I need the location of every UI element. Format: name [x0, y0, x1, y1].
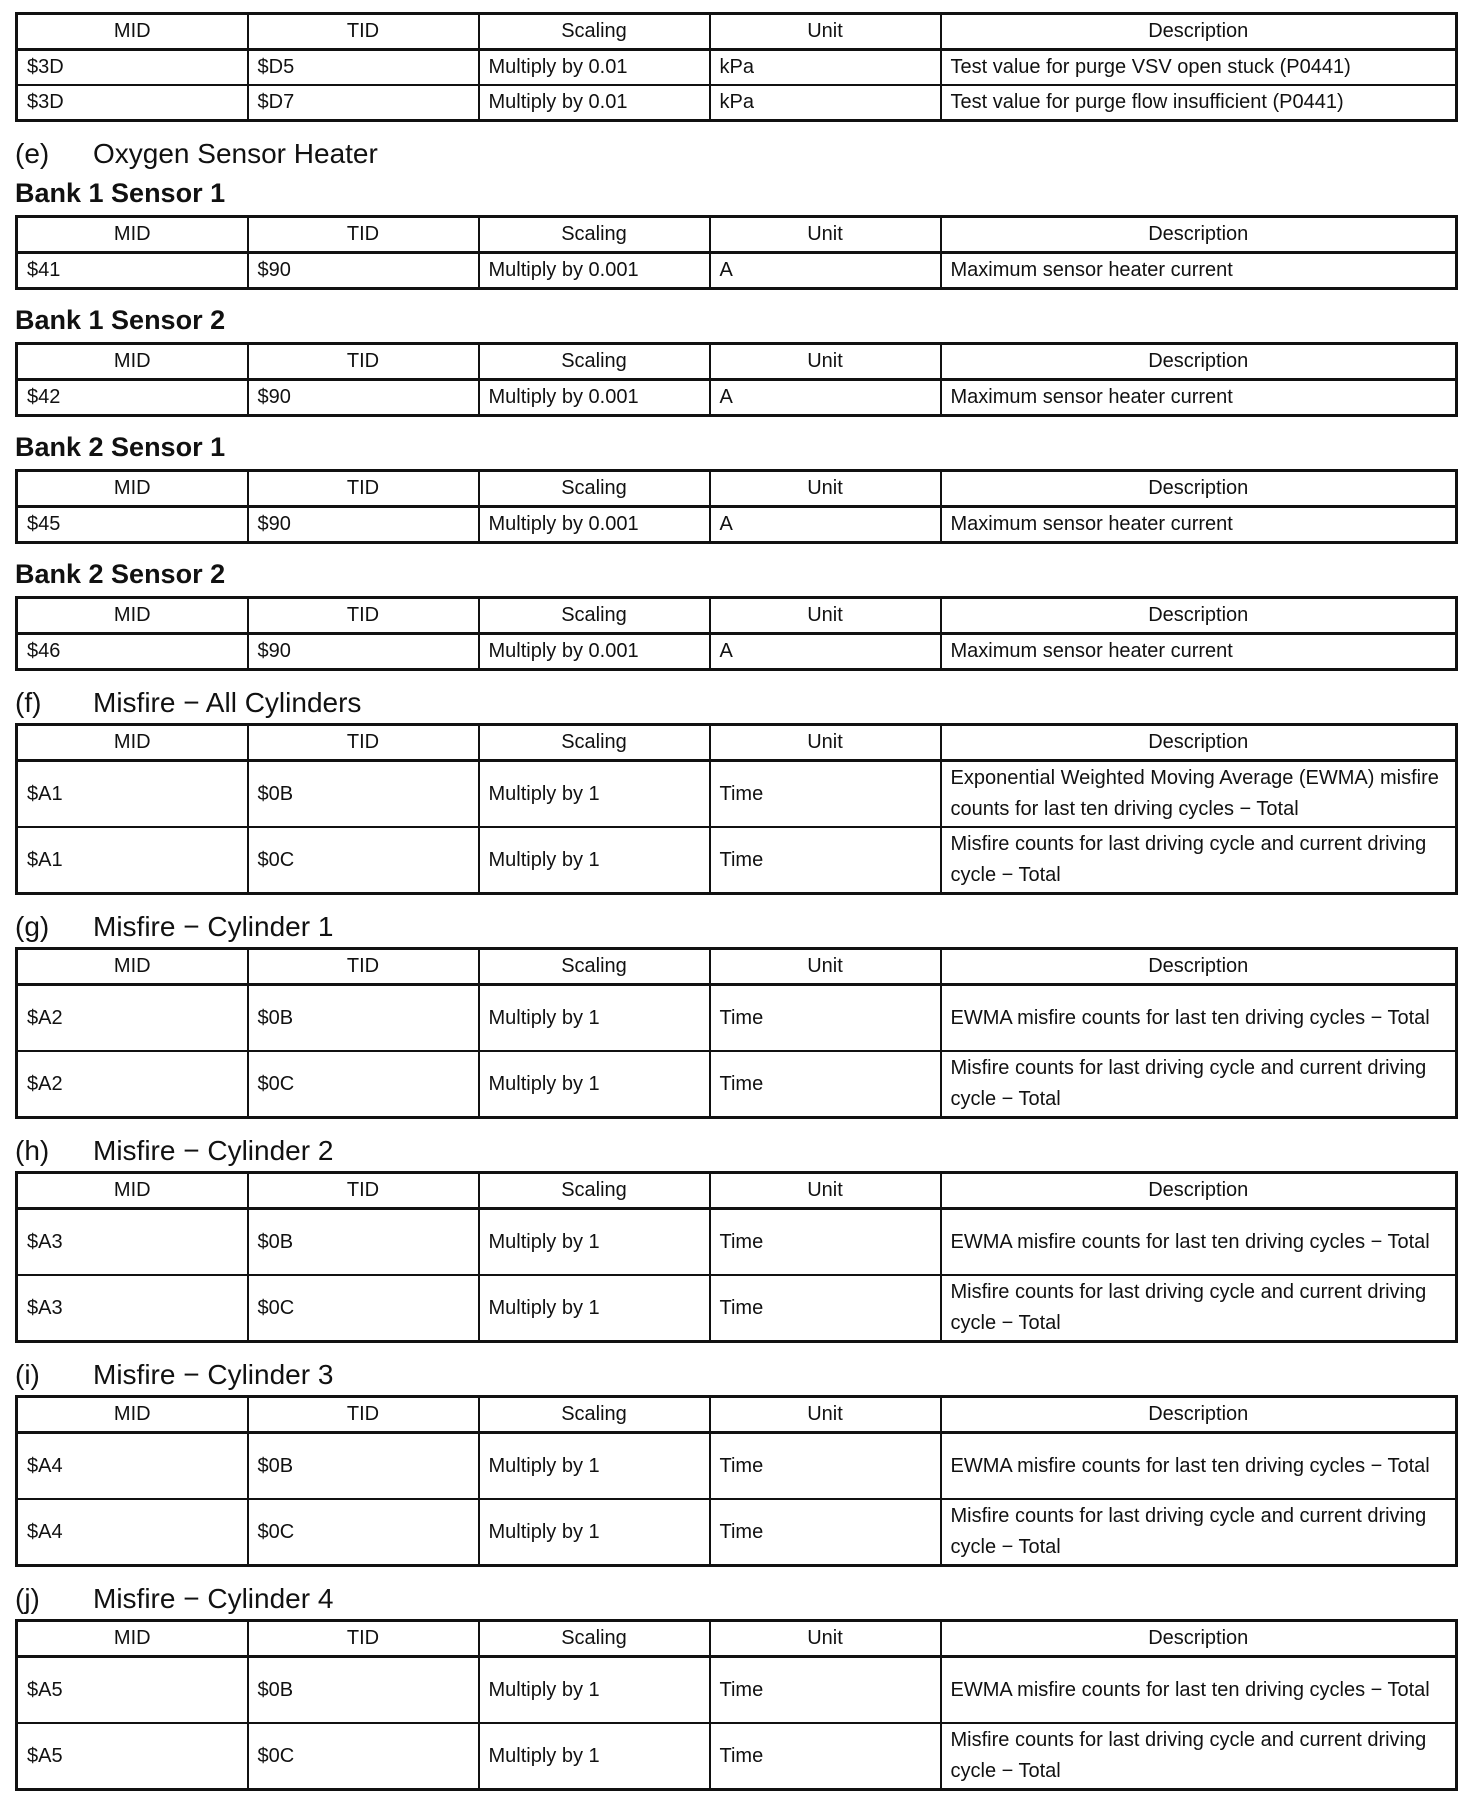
section-heading: [15, 906, 1458, 947]
cell-mid: $A2: [17, 1051, 248, 1118]
mid-tid-table: [15, 469, 1458, 544]
cell-description: Maximum sensor heater current: [941, 253, 1457, 289]
column-header-scaling: Scaling: [479, 217, 710, 253]
section-label: (f): [15, 687, 42, 718]
cell-description: Misfire counts for last driving cycle and current driving cycle − Total: [941, 827, 1457, 894]
column-header-description: Description: [941, 471, 1457, 507]
cell-tid: $0C: [248, 1723, 479, 1790]
column-header-tid: TID: [248, 1173, 479, 1209]
cell-description: Test value for purge VSV open stuck (P0441): [941, 50, 1457, 86]
column-header-mid: MID: [17, 1173, 248, 1209]
cell-tid: $D5: [248, 50, 479, 86]
table-header-row: [17, 1397, 1457, 1433]
section-label: (i): [15, 1359, 40, 1390]
column-header-scaling: Scaling: [479, 14, 710, 50]
section-heading: [15, 1354, 1458, 1395]
table-header-row: [17, 1621, 1457, 1657]
cell-description: EWMA misfire counts for last ten driving cycles − Total: [941, 985, 1457, 1052]
cell-description: Maximum sensor heater current: [941, 634, 1457, 670]
table-row: [17, 507, 1457, 543]
cell-unit: A: [710, 253, 941, 289]
cell-unit: A: [710, 634, 941, 670]
column-header-scaling: Scaling: [479, 949, 710, 985]
cell-scaling: Multiply by 1: [479, 761, 710, 828]
cell-mid: $42: [17, 380, 248, 416]
cell-unit: Time: [710, 827, 941, 894]
section-label: (h): [15, 1135, 50, 1166]
column-header-tid: TID: [248, 598, 479, 634]
column-header-unit: Unit: [710, 344, 941, 380]
cell-tid: $0B: [248, 761, 479, 828]
cell-tid: $0B: [248, 1657, 479, 1724]
cell-scaling: Multiply by 0.001: [479, 380, 710, 416]
cell-description: EWMA misfire counts for last ten driving cycles − Total: [941, 1657, 1457, 1724]
section-heading: [15, 682, 1458, 723]
table-row: [17, 1275, 1457, 1342]
cell-unit: Time: [710, 1499, 941, 1566]
mid-tid-table: [15, 12, 1458, 122]
section-title: Misfire − Cylinder 3: [93, 1359, 334, 1390]
cell-unit: Time: [710, 1209, 941, 1276]
column-header-mid: MID: [17, 725, 248, 761]
mid-tid-table: [15, 596, 1458, 671]
subsection-heading: Bank 2 Sensor 2: [15, 559, 226, 589]
cell-scaling: Multiply by 1: [479, 1433, 710, 1500]
cell-description: Misfire counts for last driving cycle and current driving cycle − Total: [941, 1723, 1457, 1790]
column-header-description: Description: [941, 598, 1457, 634]
cell-tid: $90: [248, 634, 479, 670]
subsection-heading: Bank 1 Sensor 2: [15, 305, 226, 335]
column-header-tid: TID: [248, 949, 479, 985]
column-header-unit: Unit: [710, 471, 941, 507]
column-header-description: Description: [941, 949, 1457, 985]
cell-description: Maximum sensor heater current: [941, 507, 1457, 543]
spacer: [15, 290, 1458, 301]
section-label: (g): [15, 911, 50, 942]
column-header-tid: TID: [248, 725, 479, 761]
column-header-scaling: Scaling: [479, 344, 710, 380]
column-header-tid: TID: [248, 471, 479, 507]
cell-description: EWMA misfire counts for last ten driving cycles − Total: [941, 1433, 1457, 1500]
subsection-heading: Bank 2 Sensor 1: [15, 432, 226, 462]
cell-unit: kPa: [710, 85, 941, 121]
section-title: Misfire − Cylinder 1: [93, 911, 334, 942]
section-title: Misfire − All Cylinders: [93, 687, 362, 718]
section-title: Misfire − Cylinder 2: [93, 1135, 334, 1166]
cell-mid: $46: [17, 634, 248, 670]
cell-tid: $90: [248, 253, 479, 289]
cell-mid: $A5: [17, 1723, 248, 1790]
spacer: [15, 417, 1458, 428]
table-row: [17, 1051, 1457, 1118]
spacer: [15, 671, 1458, 682]
section-label: (e): [15, 138, 50, 169]
cell-tid: $0C: [248, 827, 479, 894]
table-row: [17, 1499, 1457, 1566]
section-title: Oxygen Sensor Heater: [93, 138, 378, 169]
table-row: [17, 985, 1457, 1052]
mid-tid-table: [15, 723, 1458, 895]
column-header-unit: Unit: [710, 217, 941, 253]
cell-scaling: Multiply by 0.001: [479, 507, 710, 543]
cell-mid: $A3: [17, 1209, 248, 1276]
spacer: [15, 1119, 1458, 1130]
column-header-description: Description: [941, 14, 1457, 50]
cell-unit: Time: [710, 1275, 941, 1342]
cell-mid: $A3: [17, 1275, 248, 1342]
column-header-unit: Unit: [710, 725, 941, 761]
column-header-mid: MID: [17, 14, 248, 50]
cell-description: Maximum sensor heater current: [941, 380, 1457, 416]
column-header-description: Description: [941, 1173, 1457, 1209]
mid-tid-table: [15, 1171, 1458, 1343]
mid-tid-table: [15, 215, 1458, 290]
cell-scaling: Multiply by 1: [479, 1275, 710, 1342]
table-header-row: [17, 14, 1457, 50]
cell-tid: $0C: [248, 1051, 479, 1118]
cell-scaling: Multiply by 0.001: [479, 634, 710, 670]
table-header-row: [17, 598, 1457, 634]
spacer: [15, 895, 1458, 906]
column-header-scaling: Scaling: [479, 598, 710, 634]
column-header-tid: TID: [248, 217, 479, 253]
cell-mid: $41: [17, 253, 248, 289]
column-header-mid: MID: [17, 598, 248, 634]
cell-scaling: Multiply by 1: [479, 1723, 710, 1790]
table-header-row: [17, 1173, 1457, 1209]
section-heading: [15, 1130, 1458, 1171]
cell-tid: $D7: [248, 85, 479, 121]
cell-tid: $90: [248, 507, 479, 543]
column-header-mid: MID: [17, 344, 248, 380]
column-header-description: Description: [941, 1621, 1457, 1657]
section-title: Misfire − Cylinder 4: [93, 1583, 334, 1614]
cell-scaling: Multiply by 1: [479, 1209, 710, 1276]
column-header-tid: TID: [248, 1621, 479, 1657]
cell-scaling: Multiply by 1: [479, 1051, 710, 1118]
table-row: [17, 1433, 1457, 1500]
cell-mid: $A2: [17, 985, 248, 1052]
cell-mid: $A4: [17, 1499, 248, 1566]
table-row: [17, 380, 1457, 416]
cell-mid: $45: [17, 507, 248, 543]
column-header-tid: TID: [248, 1397, 479, 1433]
cell-scaling: Multiply by 1: [479, 1657, 710, 1724]
cell-unit: kPa: [710, 50, 941, 86]
cell-scaling: Multiply by 1: [479, 827, 710, 894]
cell-mid: $3D: [17, 85, 248, 121]
mid-tid-table: [15, 1619, 1458, 1791]
table-row: [17, 761, 1457, 828]
cell-tid: $0B: [248, 1433, 479, 1500]
column-header-unit: Unit: [710, 1621, 941, 1657]
cell-tid: $0C: [248, 1499, 479, 1566]
section-heading: [15, 133, 1458, 174]
table-header-row: [17, 949, 1457, 985]
cell-tid: $0B: [248, 985, 479, 1052]
column-header-scaling: Scaling: [479, 1397, 710, 1433]
mid-tid-table: [15, 947, 1458, 1119]
column-header-unit: Unit: [710, 1173, 941, 1209]
cell-description: Misfire counts for last driving cycle and current driving cycle − Total: [941, 1051, 1457, 1118]
column-header-unit: Unit: [710, 598, 941, 634]
cell-description: Test value for purge flow insufficient (P0441): [941, 85, 1457, 121]
column-header-mid: MID: [17, 1621, 248, 1657]
column-header-tid: TID: [248, 344, 479, 380]
table-row: [17, 1723, 1457, 1790]
table-header-row: [17, 217, 1457, 253]
cell-description: Exponential Weighted Moving Average (EWMA) misfire counts for last ten driving cycles − Total: [941, 761, 1457, 828]
column-header-mid: MID: [17, 949, 248, 985]
spacer: [15, 544, 1458, 555]
table-header-row: [17, 725, 1457, 761]
cell-description: Misfire counts for last driving cycle and current driving cycle − Total: [941, 1275, 1457, 1342]
column-header-unit: Unit: [710, 1397, 941, 1433]
cell-unit: A: [710, 380, 941, 416]
column-header-scaling: Scaling: [479, 725, 710, 761]
document: [15, 12, 1458, 1791]
cell-mid: $A1: [17, 761, 248, 828]
column-header-description: Description: [941, 1397, 1457, 1433]
table-row: [17, 1209, 1457, 1276]
spacer: [15, 1567, 1458, 1578]
column-header-description: Description: [941, 344, 1457, 380]
cell-description: Misfire counts for last driving cycle and current driving cycle − Total: [941, 1499, 1457, 1566]
table-row: [17, 85, 1457, 121]
cell-description: EWMA misfire counts for last ten driving cycles − Total: [941, 1209, 1457, 1276]
cell-scaling: Multiply by 1: [479, 1499, 710, 1566]
section-label: (j): [15, 1583, 40, 1614]
cell-tid: $0C: [248, 1275, 479, 1342]
column-header-mid: MID: [17, 471, 248, 507]
column-header-description: Description: [941, 217, 1457, 253]
column-header-unit: Unit: [710, 949, 941, 985]
column-header-tid: TID: [248, 14, 479, 50]
table-row: [17, 1657, 1457, 1724]
cell-tid: $0B: [248, 1209, 479, 1276]
spacer: [15, 1343, 1458, 1354]
mid-tid-table: [15, 1395, 1458, 1567]
cell-unit: A: [710, 507, 941, 543]
cell-unit: Time: [710, 985, 941, 1052]
cell-unit: Time: [710, 1657, 941, 1724]
column-header-mid: MID: [17, 1397, 248, 1433]
mid-tid-table: [15, 342, 1458, 417]
cell-unit: Time: [710, 761, 941, 828]
cell-mid: $A4: [17, 1433, 248, 1500]
cell-unit: Time: [710, 1433, 941, 1500]
cell-unit: Time: [710, 1051, 941, 1118]
spacer: [15, 122, 1458, 133]
table-row: [17, 827, 1457, 894]
table-header-row: [17, 471, 1457, 507]
table-row: [17, 253, 1457, 289]
cell-scaling: Multiply by 1: [479, 985, 710, 1052]
column-header-unit: Unit: [710, 14, 941, 50]
section-heading: [15, 1578, 1458, 1619]
column-header-scaling: Scaling: [479, 471, 710, 507]
cell-scaling: Multiply by 0.001: [479, 253, 710, 289]
cell-tid: $90: [248, 380, 479, 416]
table-row: [17, 50, 1457, 86]
column-header-mid: MID: [17, 217, 248, 253]
subsection-heading: Bank 1 Sensor 1: [15, 178, 226, 208]
cell-mid: $A1: [17, 827, 248, 894]
cell-mid: $A5: [17, 1657, 248, 1724]
cell-unit: Time: [710, 1723, 941, 1790]
cell-scaling: Multiply by 0.01: [479, 85, 710, 121]
column-header-description: Description: [941, 725, 1457, 761]
table-header-row: [17, 344, 1457, 380]
column-header-scaling: Scaling: [479, 1621, 710, 1657]
cell-scaling: Multiply by 0.01: [479, 50, 710, 86]
column-header-scaling: Scaling: [479, 1173, 710, 1209]
cell-mid: $3D: [17, 50, 248, 86]
table-row: [17, 634, 1457, 670]
